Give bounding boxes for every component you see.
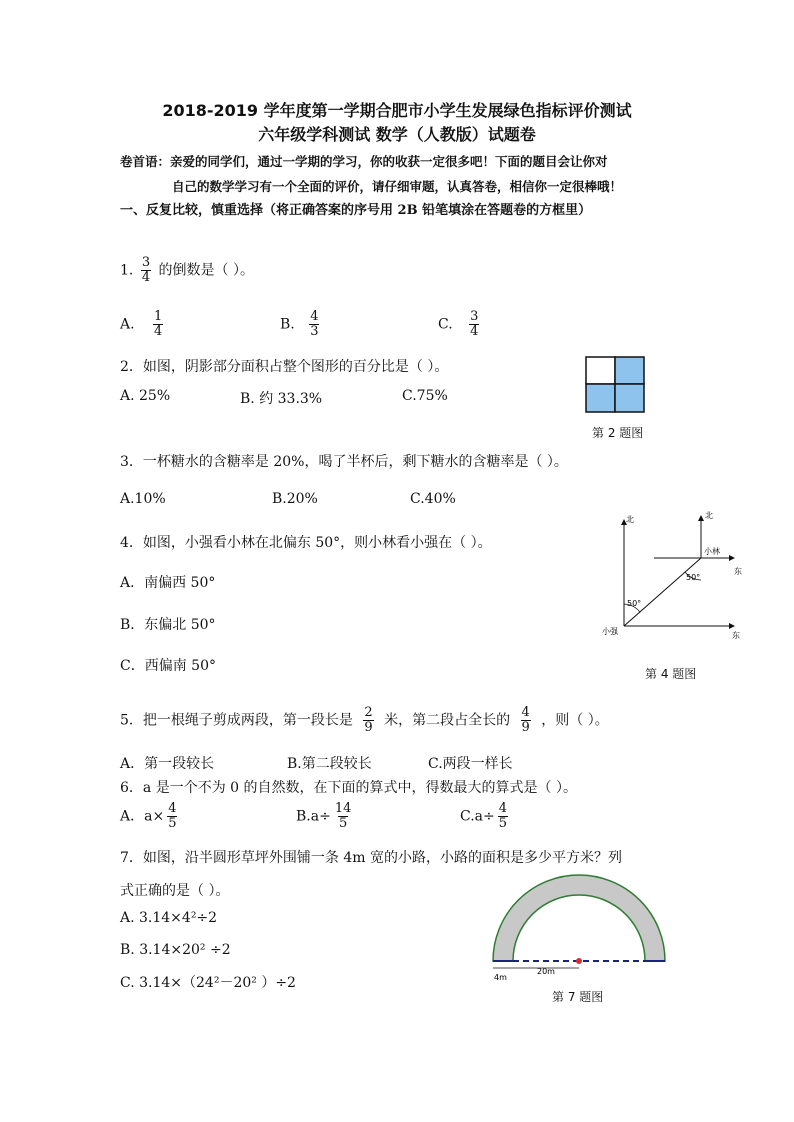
question-5: 5．把一根绳子剪成两段，第一段长是 $\frac{2}{9}$ 米，第二段占全长的 $\frac{4}{9}$ ，则（ ）。 bbox=[120, 705, 609, 735]
q1-number: 1. bbox=[120, 262, 134, 279]
path-ring bbox=[493, 875, 665, 961]
q1-text: 的倒数是（ ）。 bbox=[158, 262, 254, 279]
question-2: 2．如图，阴影部分面积占整个图形的百分比是（ ）。 bbox=[120, 359, 449, 375]
q1-option-c: C. $\frac{3}{4}$ bbox=[438, 309, 479, 339]
q5-option-b: B.第二段较长 bbox=[287, 756, 372, 772]
xiaolin-label: 小林 bbox=[704, 547, 720, 556]
q2-option-a: A. 25% bbox=[120, 388, 171, 404]
north-label-1: 北 bbox=[626, 515, 634, 524]
q7-semicircle-figure bbox=[488, 868, 678, 986]
q3-option-c: C.40% bbox=[410, 491, 456, 507]
intro-line1: 卷首语：亲爱的同学们，通过一学期的学习，你的收获一定很多吧！下面的题目会让你对 bbox=[120, 154, 608, 169]
north-label-2: 北 bbox=[705, 511, 713, 520]
q6-option-a: A．a× $\frac{4}{5}$ bbox=[120, 801, 177, 831]
q7-option-c: C. 3.14×（24²－20² ）÷2 bbox=[120, 975, 296, 991]
q5-option-a: A．第一段较长 bbox=[120, 756, 215, 772]
q6-option-b: B.a÷ $\frac{14}{5}$ bbox=[296, 801, 352, 831]
angle-label-2: 50° bbox=[686, 573, 701, 582]
center-dot bbox=[576, 958, 582, 964]
question-1 bbox=[120, 256, 254, 285]
q4-option-a: A．南偏西 50° bbox=[120, 575, 216, 591]
question-7-line2: 式正确的是（ ）。 bbox=[120, 883, 230, 899]
radius-label: 20m bbox=[537, 967, 555, 976]
east-label-2: 东 bbox=[732, 631, 740, 640]
xiaoqiang-label: 小强 bbox=[602, 627, 618, 636]
intro-line2: 自己的数学学习有一个全面的评价，请仔细审题，认真答卷，相信你一定很棒哦！ bbox=[172, 179, 623, 194]
q2-option-b: B. 约 33.3% bbox=[240, 391, 323, 407]
question-6: 6．a 是一个不为 0 的自然数，在下面的算式中，得数最大的算式是（ ）。 bbox=[120, 780, 577, 796]
shaded-cell bbox=[615, 357, 644, 384]
q2-option-c: C.75% bbox=[402, 388, 448, 404]
q4-option-c: C．西偏南 50° bbox=[120, 658, 216, 674]
question-4: 4．如图，小强看小林在北偏东 50°，则小林看小强在（ ）。 bbox=[120, 535, 492, 551]
q7-option-b: B. 3.14×20² ÷2 bbox=[120, 942, 231, 958]
q2-square-figure bbox=[585, 356, 645, 414]
page-title-line1: 2018-2019 学年度第一学期合肥市小学生发展绿色指标评价测试 bbox=[162, 101, 632, 120]
angle-label-1: 50° bbox=[627, 599, 642, 608]
q3-option-b: B.20% bbox=[272, 491, 318, 507]
q1-fraction: $\frac{3}{4}$ bbox=[141, 255, 151, 285]
q7-option-a: A. 3.14×4²÷2 bbox=[120, 910, 218, 926]
shaded-cell bbox=[586, 384, 615, 412]
width-label: 4m bbox=[494, 973, 507, 982]
q6-option-c: C.a÷ $\frac{4}{5}$ bbox=[460, 801, 508, 831]
q1-option-a: A. $\frac{1}{4}$ bbox=[120, 309, 163, 339]
q3-option-a: A.10% bbox=[120, 491, 166, 507]
question-3: 3．一杯糖水的含糖率是 20%，喝了半杯后，剩下糖水的含糖率是（ ）。 bbox=[120, 454, 568, 470]
q2-caption: 第 2 题图 bbox=[592, 426, 644, 440]
east-label-1: 东 bbox=[734, 567, 742, 576]
q4-caption: 第 4 题图 bbox=[645, 667, 697, 681]
q1-option-b: B. $\frac{4}{3}$ bbox=[280, 309, 319, 339]
section-heading: 一、反复比较，慎重选择（将正确答案的序号用 2B 铅笔填涂在答题卷的方框里） bbox=[120, 203, 592, 218]
q4-direction-figure bbox=[596, 508, 746, 648]
page-title-line2: 六年级学科测试 数学（人教版）试题卷 bbox=[258, 125, 536, 144]
q7-caption: 第 7 题图 bbox=[552, 990, 604, 1004]
q5-option-c: C.两段一样长 bbox=[428, 756, 513, 772]
question-7-line1: 7．如图，沿半圆形草坪外围铺一条 4m 宽的小路，小路的面积是多少平方米？列 bbox=[120, 850, 622, 866]
q4-option-b: B．东偏北 50° bbox=[120, 617, 216, 633]
shaded-cell bbox=[615, 384, 644, 412]
